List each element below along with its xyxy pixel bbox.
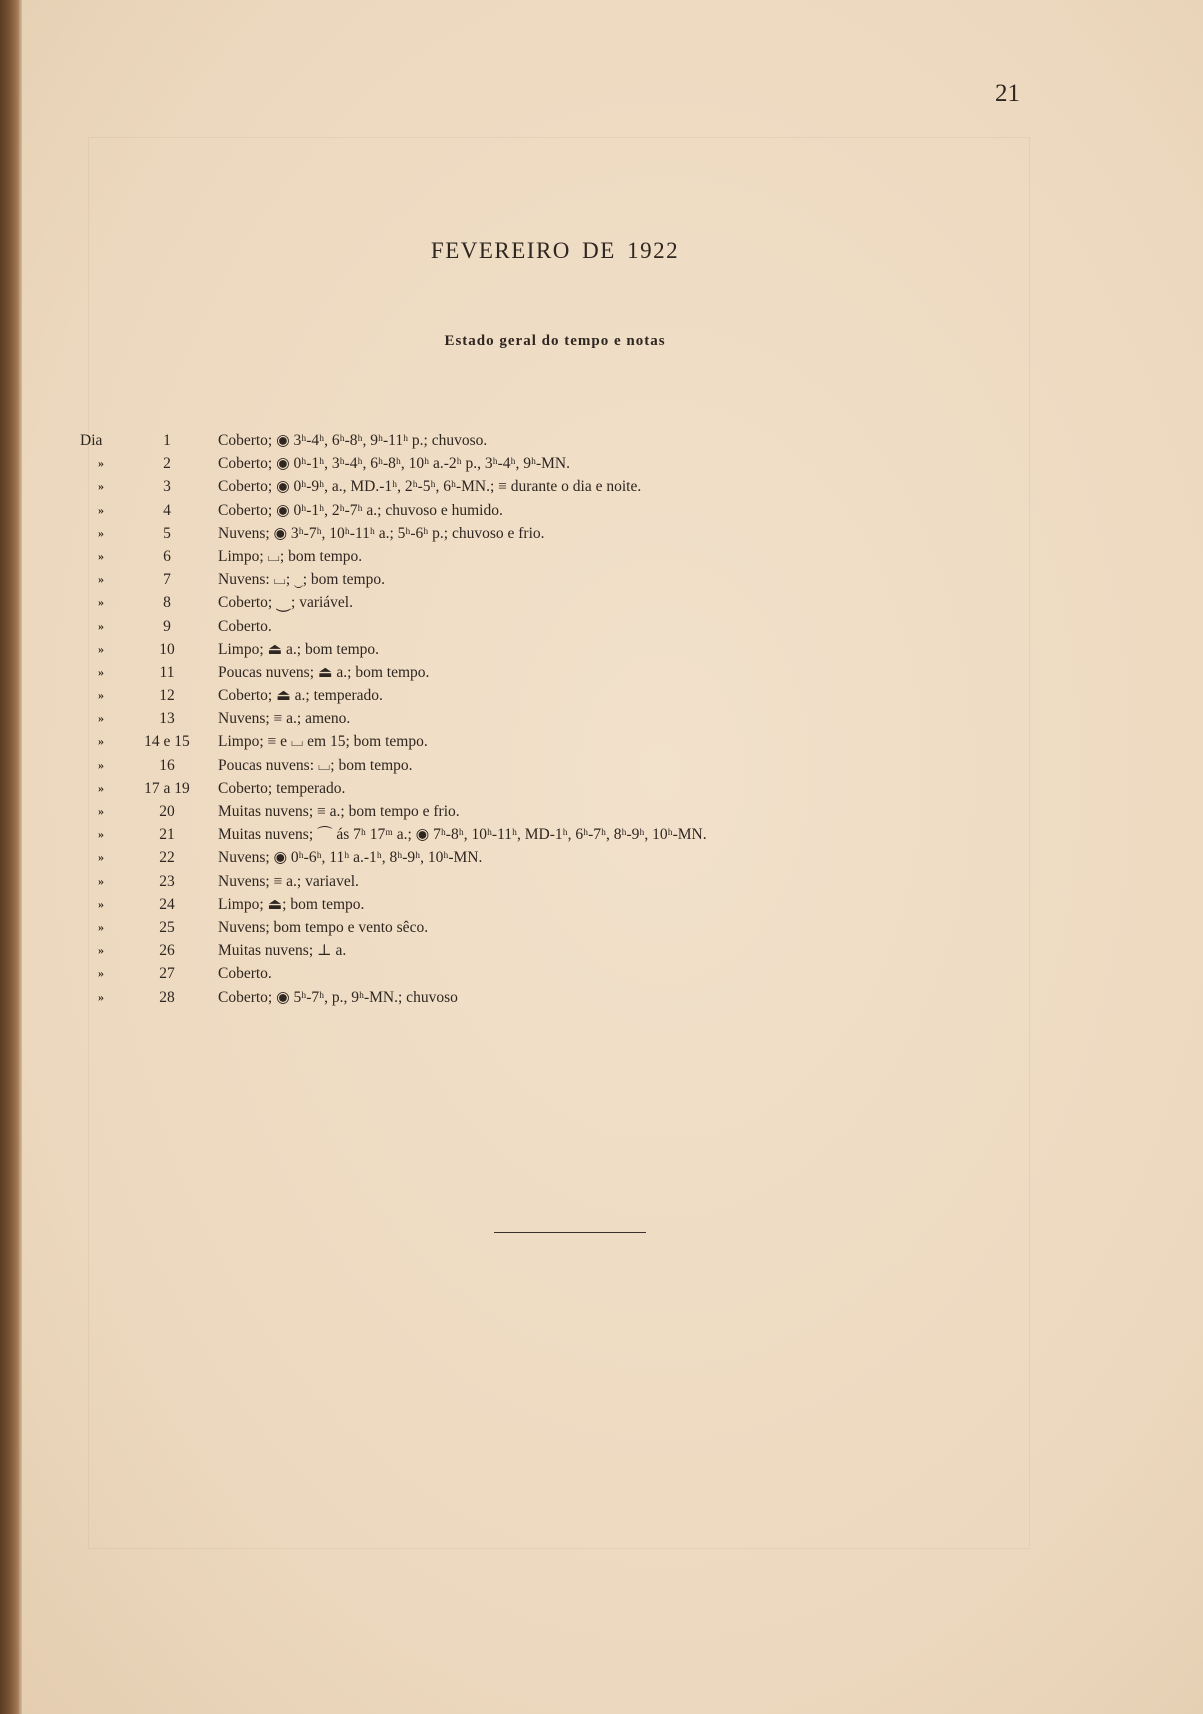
ditto-mark: » <box>98 827 104 842</box>
list-item <box>0 800 1203 823</box>
list-item <box>0 638 1203 661</box>
list-item <box>0 777 1203 800</box>
ditto-mark: » <box>98 502 104 517</box>
day-number: 22 <box>159 849 175 867</box>
ditto-mark: » <box>98 896 104 911</box>
list-item <box>0 846 1203 869</box>
weather-note: Muitas nuvens; ≡ a.; bom tempo e frio. <box>218 803 460 820</box>
day-number: 3 <box>163 478 171 496</box>
day-number: 26 <box>159 942 175 960</box>
weather-note: Coberto; ◉ 0ʰ-1ʰ, 2ʰ-7ʰ a.; chuvoso e humido. <box>218 501 503 519</box>
list-item <box>0 522 1203 545</box>
weather-note: Nuvens; ≡ a.; ameno. <box>218 710 351 728</box>
weather-note: Coberto; ◉ 0ʰ-9ʰ, a., MD.-1ʰ, 2ʰ-5ʰ, 6ʰ-MN.; ≡ durante o dia e noite. <box>218 478 642 496</box>
day-number: 21 <box>159 826 175 844</box>
list-item <box>0 939 1203 962</box>
day-number: 20 <box>159 803 175 820</box>
day-number: 10 <box>159 640 175 658</box>
page-title: FEVEREIRO DE 1922 <box>430 238 680 263</box>
day-number: 2 <box>163 455 171 473</box>
weather-note: Nuvens; bom tempo e vento sêco. <box>218 918 429 936</box>
weather-note: Coberto. <box>218 965 272 983</box>
day-number: 14 e 15 <box>144 733 190 751</box>
closing-rule <box>494 1232 646 1233</box>
list-item <box>0 684 1203 707</box>
ditto-mark: » <box>98 757 104 772</box>
ditto-mark: » <box>98 734 104 749</box>
ditto-mark: » <box>98 664 104 679</box>
list-item <box>0 823 1203 846</box>
day-number: 27 <box>159 965 175 983</box>
day-number: 28 <box>159 988 175 1006</box>
list-item <box>0 730 1203 753</box>
weather-note: Muitas nuvens; ⌒ ás 7ʰ 17ᵐ a.; ◉ 7ʰ-8ʰ, 10ʰ-11ʰ, MD-1ʰ, 6ʰ-7ʰ, 8ʰ-9ʰ, 10ʰ-MN. <box>218 826 707 844</box>
list-item <box>0 986 1203 1009</box>
ditto-mark: » <box>98 548 104 563</box>
ditto-mark: » <box>98 595 104 610</box>
weather-note: Poucas nuvens: ⌴; bom tempo. <box>218 756 413 774</box>
day-number: 16 <box>159 756 175 774</box>
list-item <box>0 591 1203 614</box>
day-column-label: Dia <box>80 432 103 449</box>
day-number: 6 <box>163 547 171 565</box>
list-item <box>0 962 1203 985</box>
day-number: 1 <box>163 432 171 449</box>
ditto-mark: » <box>98 711 104 726</box>
weather-notes-list <box>0 429 1203 1009</box>
weather-note: Limpo; ⏏ a.; bom tempo. <box>218 640 380 658</box>
ditto-mark: » <box>98 618 104 633</box>
weather-note: Coberto; ⏏ a.; temperado. <box>218 687 383 705</box>
day-number: 24 <box>159 895 175 913</box>
weather-note: Limpo; ⏏; bom tempo. <box>218 895 365 913</box>
weather-note: Coberto; ⏝; variável. <box>218 594 353 612</box>
ditto-mark: » <box>98 873 104 888</box>
day-number: 7 <box>163 571 171 589</box>
ditto-mark: » <box>98 943 104 958</box>
day-number: 11 <box>159 663 175 681</box>
weather-note: Muitas nuvens; ⊥ a. <box>218 942 347 960</box>
ditto-mark: » <box>98 525 104 540</box>
day-number: 17 a 19 <box>144 779 190 797</box>
list-item <box>0 452 1203 475</box>
ditto-mark: » <box>98 966 104 981</box>
list-item <box>0 707 1203 730</box>
weather-note: Nuvens: ⌴; ⏝; bom tempo. <box>218 571 385 589</box>
day-number: 5 <box>163 524 171 542</box>
weather-note: Coberto; ◉ 0ʰ-1ʰ, 3ʰ-4ʰ, 6ʰ-8ʰ, 10ʰ a.-2ʰ p., 3ʰ-4ʰ, 9ʰ-MN. <box>218 455 570 473</box>
ditto-mark: » <box>98 804 104 818</box>
ditto-mark: » <box>98 479 104 494</box>
list-item <box>0 429 1203 452</box>
weather-note: Poucas nuvens; ⏏ a.; bom tempo. <box>218 663 430 681</box>
ditto-mark: » <box>98 572 104 587</box>
day-number: 4 <box>163 501 171 519</box>
weather-note: Nuvens; ◉ 0ʰ-6ʰ, 11ʰ a.-1ʰ, 8ʰ-9ʰ, 10ʰ-MN. <box>218 849 483 867</box>
list-item <box>0 545 1203 568</box>
list-item <box>0 916 1203 939</box>
ditto-mark: » <box>98 919 104 934</box>
weather-note: Nuvens; ≡ a.; variavel. <box>218 872 359 890</box>
day-number: 8 <box>163 594 171 612</box>
ditto-mark: » <box>98 688 104 703</box>
weather-note: Coberto; temperado. <box>218 779 346 797</box>
weather-note: Limpo; ⌴; bom tempo. <box>218 547 363 565</box>
list-item <box>0 475 1203 498</box>
ditto-mark: » <box>98 641 104 656</box>
section-subtitle: Estado geral do tempo e notas <box>444 333 666 349</box>
weather-note: Nuvens; ◉ 3ʰ-7ʰ, 10ʰ-11ʰ a.; 5ʰ-6ʰ p.; chuvoso e frio. <box>218 524 545 542</box>
day-number: 25 <box>159 918 175 936</box>
list-item <box>0 499 1203 522</box>
list-item <box>0 870 1203 893</box>
list-item <box>0 615 1203 638</box>
day-number: 12 <box>159 687 175 705</box>
ditto-mark: » <box>98 780 104 795</box>
weather-note: Limpo; ≡ e ⌴ em 15; bom tempo. <box>218 733 428 751</box>
weather-note: Coberto. <box>218 617 272 635</box>
ditto-mark: » <box>98 989 104 1004</box>
day-number: 23 <box>159 872 175 890</box>
page-number: 21 <box>995 80 1020 107</box>
weather-note: Coberto; ◉ 3ʰ-4ʰ, 6ʰ-8ʰ, 9ʰ-11ʰ p.; chuvoso. <box>218 432 488 449</box>
list-item <box>0 893 1203 916</box>
day-number: 13 <box>159 710 175 728</box>
list-item <box>0 661 1203 684</box>
list-item <box>0 568 1203 591</box>
list-item <box>0 754 1203 777</box>
weather-note: Coberto; ◉ 5ʰ-7ʰ, p., 9ʰ-MN.; chuvoso <box>218 988 458 1006</box>
ditto-mark: » <box>98 850 104 865</box>
day-number: 9 <box>163 617 171 635</box>
ditto-mark: » <box>98 456 104 471</box>
